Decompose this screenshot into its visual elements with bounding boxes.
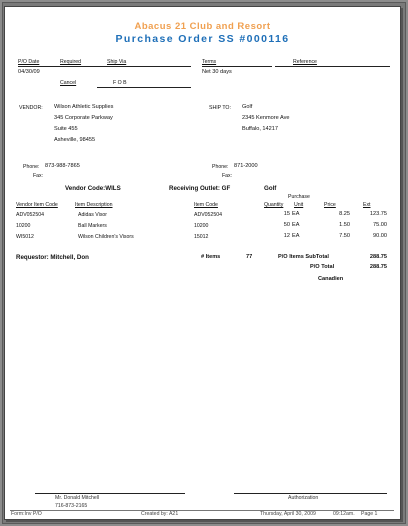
items-count-label: # Items	[201, 254, 221, 260]
ship-to-phone: 871-2000	[234, 163, 258, 169]
row-ext: 123.75	[369, 211, 387, 217]
vendor-code-label: Vendor Code:	[65, 185, 106, 192]
vendor-fax-label: Fax:	[33, 173, 44, 179]
vendor-address1: 345 Corporate Parkway	[54, 115, 113, 121]
total-label: P/O Total	[310, 264, 335, 270]
row-price: 1.50	[339, 222, 350, 228]
ship-to-address1: 2345 Kenmore Ave	[242, 115, 290, 121]
po-date-value: 04/30/09	[18, 69, 40, 75]
row-price: 7.50	[339, 233, 350, 239]
receiving-outlet-name: Golf	[264, 185, 277, 192]
row-quantity: 50	[283, 222, 290, 228]
row-unit: EA	[292, 222, 300, 228]
po-date-label: P/O Date	[18, 59, 40, 65]
row-item-code: ADV052504	[194, 212, 222, 218]
authorization-label: Authorization	[288, 495, 319, 501]
vendor-city: Asheville, 98455	[54, 137, 96, 143]
receiving-outlet-code: GF	[221, 185, 231, 192]
col-purchase: Purchase	[288, 194, 310, 200]
col-ext: Ext	[363, 202, 371, 208]
footer-time: 09:12am.	[333, 511, 355, 517]
fob-line	[97, 87, 191, 88]
row-ext: 90.00	[373, 233, 387, 239]
currency: Canadien	[318, 276, 344, 282]
row-description: Wilson Children's Visors	[78, 234, 134, 240]
company-name: Abacus 21 Club and Resort	[134, 21, 271, 32]
po-info-line-terms	[202, 66, 272, 67]
requestor	[16, 254, 89, 261]
ship-to-city: Buffalo, 14217	[242, 126, 278, 132]
items-count-value: 77	[246, 254, 253, 260]
document-title-text: Purchase Order	[115, 33, 214, 45]
footer-date: Thursday, April 30, 2009	[260, 511, 316, 517]
footer-page: Page 1	[361, 511, 378, 517]
subtotal-label: P/O Items SubTotal	[278, 254, 329, 260]
row-quantity: 15	[283, 211, 290, 217]
receiving-outlet-label: Receiving Outlet:	[169, 185, 220, 192]
signature-phone: 716-873-2165	[55, 503, 88, 509]
footer-form: Form:Inv P/O	[11, 511, 42, 517]
row-unit: EA	[292, 211, 300, 217]
row-vendor-code: ADV052504	[16, 212, 44, 218]
vendor-address2: Suite 455	[54, 126, 78, 132]
total-value: 288.75	[369, 264, 387, 270]
ship-to-phone-label: Phone:	[212, 164, 229, 170]
ship-via-label: Ship Via	[107, 59, 127, 65]
purchase-order-page	[4, 6, 401, 520]
reference-label: Reference	[293, 59, 317, 65]
subtotal-value: 288.75	[369, 254, 387, 260]
requestor-signature-line	[35, 493, 185, 494]
row-price: 8.25	[339, 211, 350, 217]
row-description: Adidas Visor	[78, 212, 108, 218]
vendor-code-value: WILS	[105, 185, 121, 192]
row-quantity: 12	[283, 233, 290, 239]
row-ext: 75.00	[373, 222, 387, 228]
terms-label: Terms	[202, 59, 217, 65]
vendor-code	[65, 185, 121, 192]
col-price: Price	[324, 202, 336, 208]
terms-value: Net 30 days	[202, 69, 232, 75]
authorization-line	[234, 493, 387, 494]
vendor-name: Wilson Athletic Supplies	[54, 104, 114, 110]
vendor-label: VENDOR:	[19, 105, 43, 111]
col-vendor-item-code: Vendor Item Code	[16, 202, 58, 208]
vendor-phone-label: Phone:	[23, 164, 40, 170]
receiving-outlet	[169, 185, 230, 192]
ship-to-name: Golf	[242, 104, 253, 110]
po-info-line-ref	[275, 66, 390, 67]
row-item-code: 10200	[194, 223, 209, 229]
required-label: Required	[60, 59, 82, 65]
document-title	[5, 33, 400, 45]
cancel-label: Cancel	[60, 80, 77, 86]
requestor-name: Mitchell, Don	[50, 254, 89, 261]
ship-to-fax-label: Fax:	[222, 173, 233, 179]
col-quantity: Quantity	[264, 202, 284, 208]
po-reference: SS #000116	[218, 33, 290, 45]
footer-created-by: Created by: A21	[141, 511, 179, 517]
row-unit: EA	[292, 233, 300, 239]
row-description: Ball Markers	[78, 223, 107, 229]
fob-label: F O B	[113, 80, 127, 86]
po-info-line-left	[18, 66, 191, 67]
requestor-label: Requestor:	[16, 254, 49, 261]
row-item-code: 15012	[194, 234, 209, 240]
col-item-code: Item Code	[194, 202, 218, 208]
ship-to-label: SHIP TO:	[209, 105, 231, 111]
signature-name: Mr. Donald Mitchell	[55, 495, 100, 501]
vendor-phone: 873-988-7865	[45, 163, 80, 169]
col-item-description: Item Description	[75, 202, 113, 208]
col-unit: Unit	[294, 202, 304, 208]
row-vendor-code: 10200	[16, 223, 31, 229]
row-vendor-code: WI5012	[16, 234, 34, 240]
